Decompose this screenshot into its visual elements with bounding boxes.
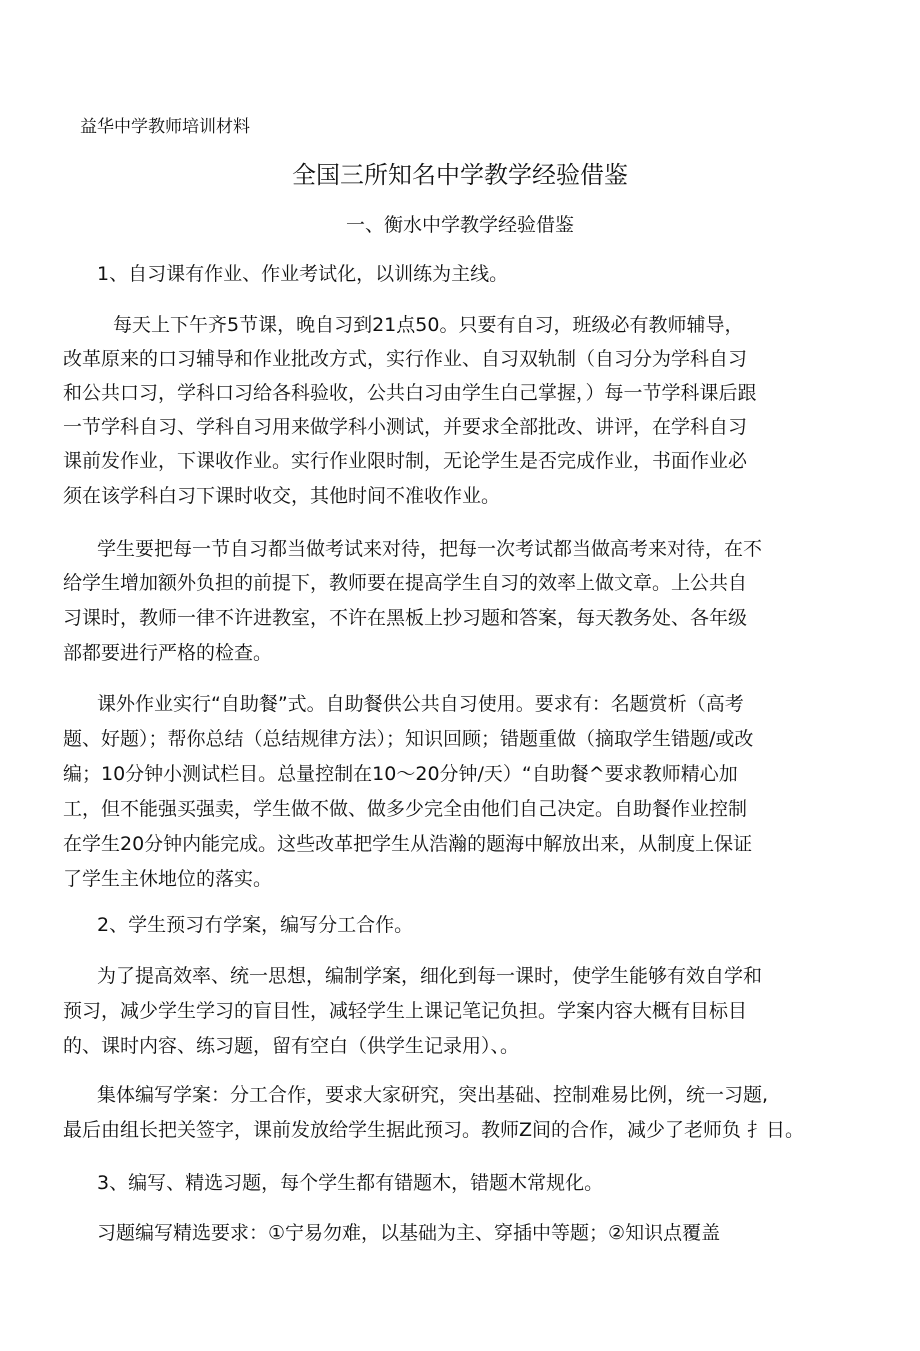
point-heading-3: 3、编写、精选习题，每个学生都有错题木，错题木常规化。 bbox=[97, 1172, 604, 1194]
text-line: 一节学科自习、学科自习用来做学科小测试，并要求全部批改、讲评，在学科自习 bbox=[63, 416, 748, 438]
text-line: 改革原来的口习辅导和作业批改方式，实行作业、自习双轨制（自习分为学科自习 bbox=[63, 348, 748, 370]
text-line: 课外作业实行“自助餐”式。自助餐供公共自习使用。要求有：名题赏析（高考 bbox=[97, 693, 744, 715]
text-line: 编；10分钟小测试栏目。总量控制在10～20分钟/天）“自助餐^要求教师精心加 bbox=[63, 763, 738, 785]
text-line: 的、课时内容、练习题，留有空白（供学生记录用）、。 bbox=[63, 1035, 520, 1057]
text-line: 了学生主休地位的落实。 bbox=[63, 868, 273, 890]
text-line: 最后由组长把关签字，课前发放给学生据此预习。教师Z间的合作，减少了老师负 扌日。 bbox=[63, 1119, 805, 1141]
text-line: 集体编写学案：分工合作，要求大家研究，突出基础、控制难易比例，统一习题, bbox=[97, 1084, 769, 1106]
text-line: 课前发作业，下课收作业。实行作业限时制，无论学生是否完成作业，书面作业必 bbox=[63, 450, 748, 472]
text-line: 习课时，教师一律不许进教室，不许在黑板上抄习题和答案，每天教务处、各年级 bbox=[63, 607, 748, 629]
header-note: 益华中学教师培训材料 bbox=[80, 117, 250, 137]
text-line: 学生要把每一节自习都当做考试来对待，把每一次考试都当做高考来对待，在不 bbox=[97, 538, 763, 560]
text-line: 每天上下午齐5节课，晚自习到21点50。只要有自习，班级必有教师辅导， bbox=[113, 314, 744, 336]
text-line: 在学生20分钟内能完成。这些改革把学生从浩瀚的题海中解放出来，从制度上保证 bbox=[63, 833, 753, 855]
document-title: 全国三所知名中学教学经验借鉴 bbox=[292, 161, 628, 189]
text-line: 预习，减少学生学习的盲目性，减轻学生上课记笔记负担。学案内容大概有目标目 bbox=[63, 1000, 748, 1022]
text-line: 题、好题）；帮你总结（总结规律方法）；知识回顾；错题重做（摘取学生错题/或改 bbox=[63, 728, 754, 750]
point-heading-1: 1、自习课有作业、作业考试化，以训练为主线。 bbox=[97, 263, 509, 285]
text-line: 习题编写精选要求：①宁易勿难，以基础为主、穿插中等题；②知识点覆盖 bbox=[97, 1222, 721, 1244]
text-line: 部都要进行严格的检查。 bbox=[63, 642, 273, 664]
section-heading: 一、衡水中学教学经验借鉴 bbox=[345, 214, 574, 236]
text-line: 工，但不能强买强卖，学生做不做、做多少完全由他们自己决定。自助餐作业控制 bbox=[63, 798, 748, 820]
text-line: 给学生增加额外负担的前提下，教师要在提高学生自习的效率上做文章。上公共自 bbox=[63, 572, 748, 594]
text-line: 为了提高效率、统一思想，编制学案，细化到每一课时，使学生能够有效自学和 bbox=[97, 965, 763, 987]
point-heading-2: 2、学生预习冇学案，编写分工合作。 bbox=[97, 914, 414, 936]
text-line: 和公共口习，学科口习给各科验收，公共白习由学生白己掌握，）每一节学科课后跟 bbox=[63, 382, 757, 404]
text-line: 须在该学科白习下课时收交，其他时间不准收作业。 bbox=[63, 485, 501, 507]
